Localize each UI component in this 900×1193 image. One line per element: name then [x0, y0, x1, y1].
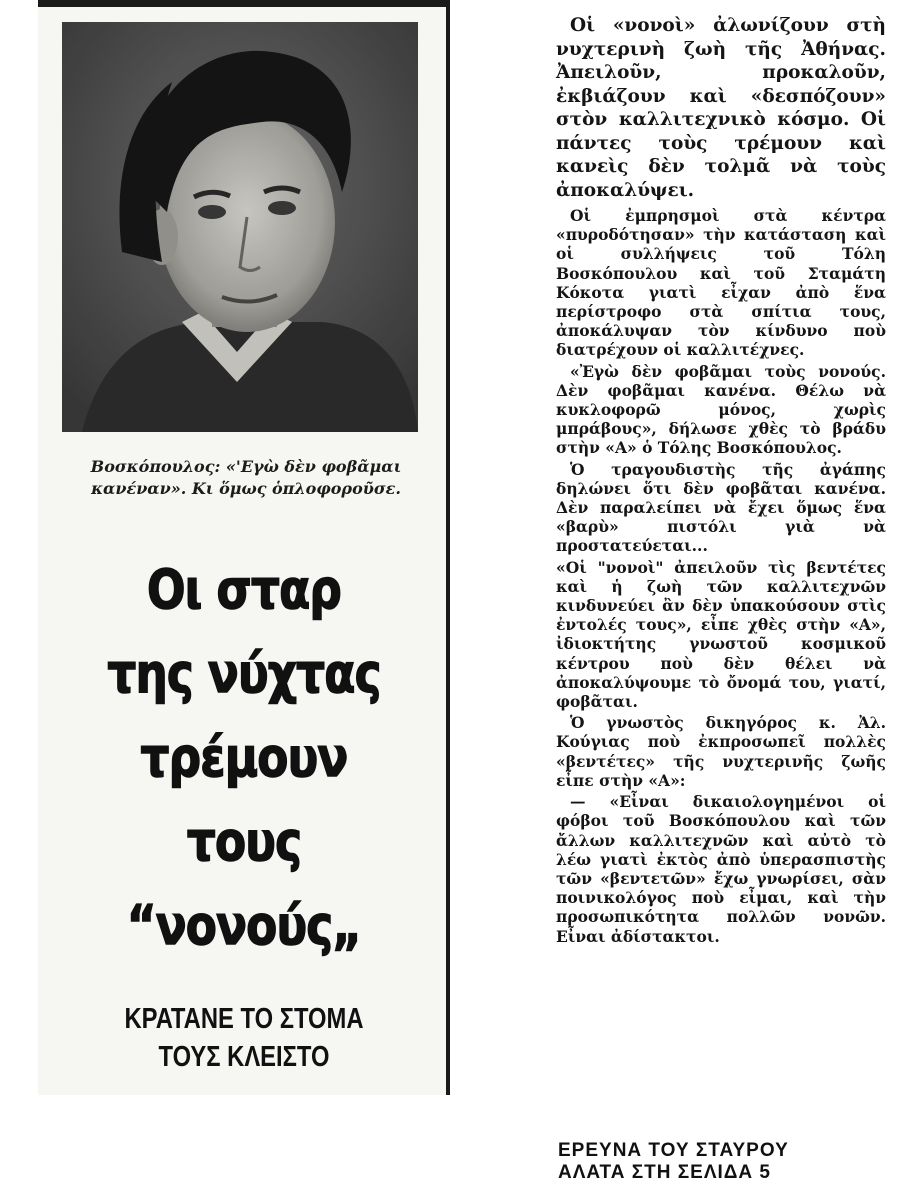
byline-continuation [558, 1140, 888, 1184]
top-rule [38, 0, 450, 7]
article-paragraph: «Ἐγὼ δὲν φοβᾶμαι τοὺς νονούς. Δὲν φοβᾶμαι κανένα. Θέλω νὰ κυκλοφορῶ μόνος, χωρὶς μπράβους», δήλωσε χθὲς τὸ βράδυ στὴν «Α» ὁ Τόλης Βοσκόπουλος. [556, 361, 886, 458]
article-lead: Οἱ «νονοὶ» ἀλωνίζουν στὴ νυχτερινὴ ζωὴ τῆς Ἀθήνας. Ἀπειλοῦν, προκαλοῦν, ἐκβιάζουν καὶ «δεσπόζουν» στὸν καλλιτεχνικὸ κόσμο. Οἱ πάντες τοὺς τρέμουν καὶ κανεὶς δὲν τολμᾶ νὰ τοὺς ἀποκαλύψει. [556, 15, 886, 201]
subheadline [40, 1000, 448, 1076]
article-paragraph: Ὁ γνωστὸς δικηγόρος κ. Ἀλ. Κούγιας ποὺ ἐκπροσωπεῖ πολλὲς «βεντέτες» τῆς νυχτερινῆς ζωῆς εἶπε στὴν «Α»: [556, 713, 886, 790]
headline-line: Οι σταρ [146, 558, 342, 621]
subheadline-line: ΚΡΑΤΑΝΕ ΤΟ ΣΤΟΜΑ [124, 1003, 364, 1035]
portrait-photo [62, 22, 418, 432]
subheadline-line: ΤΟΥΣ ΚΛΕΙΣΤΟ [158, 1041, 330, 1073]
article-paragraph: — «Εἶναι δικαιολογημένοι οἱ φόβοι τοῦ Βοσκόπουλου καὶ τῶν ἄλλων καλλιτεχνῶν καὶ αὐτὸ τὸ λέω γιατὶ ἐκτὸς ἀπὸ ὑπερασπιστὴς τῶν «βεντετῶν» ἔχω γνωρίσει, σὰν ποινικολόγος ποὺ εἶμαι, καὶ τὴν προσωπικότητα πολλῶν νονῶν. Εἶναι ἀδίστακτοι. [556, 792, 886, 946]
article-paragraph: Οἱ ἐμπρησμοὶ στὰ κέντρα «πυροδότησαν» τὴν κατάσταση καὶ οἱ συλλήψεις τοῦ Τόλη Βοσκόπουλου καὶ τοῦ Σταμάτη Κόκοτα γιατὶ εἶχαν ἀπὸ ἕνα περίστροφο στὰ σπίτια τους, ἀποκάλυψαν τὸν κίνδυνο ποὺ διατρέχουν οἱ καλλιτέχνες. [556, 206, 886, 360]
headline-line: τρέμουν [140, 726, 348, 789]
portrait-image [62, 22, 418, 432]
article-paragraph: Ὁ τραγουδιστὴς τῆς ἀγάπης δηλώνει ὅτι δὲν φοβᾶται κανένα. Δὲν παραλείπει νὰ ἔχει ὅμως ἕνα «βαρὺ» πιστόλι γιὰ νὰ προστατεύεται... [556, 459, 886, 556]
article-column [556, 14, 886, 948]
headline-line: της νύχτας [107, 642, 381, 705]
headline [40, 548, 448, 968]
photo-caption: Βοσκόπουλος: «'Εγὼ δὲν φοβᾶμαι κανέναν». Κι ὅμως ὁπλοφοροῦσε. [90, 457, 402, 498]
article-paragraph: «Οἱ "νονοὶ" ἀπειλοῦν τὶς βεντέτες καὶ ἡ ζωὴ τῶν καλλιτεχνῶν κινδυνεύει ἂν δὲν ὑπακούσουν στὶς ἐντολές τους», εἶπε χθὲς στὴν «Α», ἰδιοκτήτης γνωστοῦ κοσμικοῦ κέντρου ποὺ δὲν θέλει νὰ ἀποκαλύψουμε τὸ ὄνομά του, γιατί, φοβᾶται. [556, 557, 886, 712]
continuation-line: ΑΛΑΤΑ ΣΤΗ ΣΕΛΙΔΑ 5 [558, 1162, 771, 1183]
headline-line: “νονούς„ [126, 894, 362, 957]
byline-line: ΕΡΕΥΝΑ ΤΟΥ ΣΤΑΥΡΟΥ [558, 1140, 789, 1161]
headline-line: τους [186, 810, 302, 873]
